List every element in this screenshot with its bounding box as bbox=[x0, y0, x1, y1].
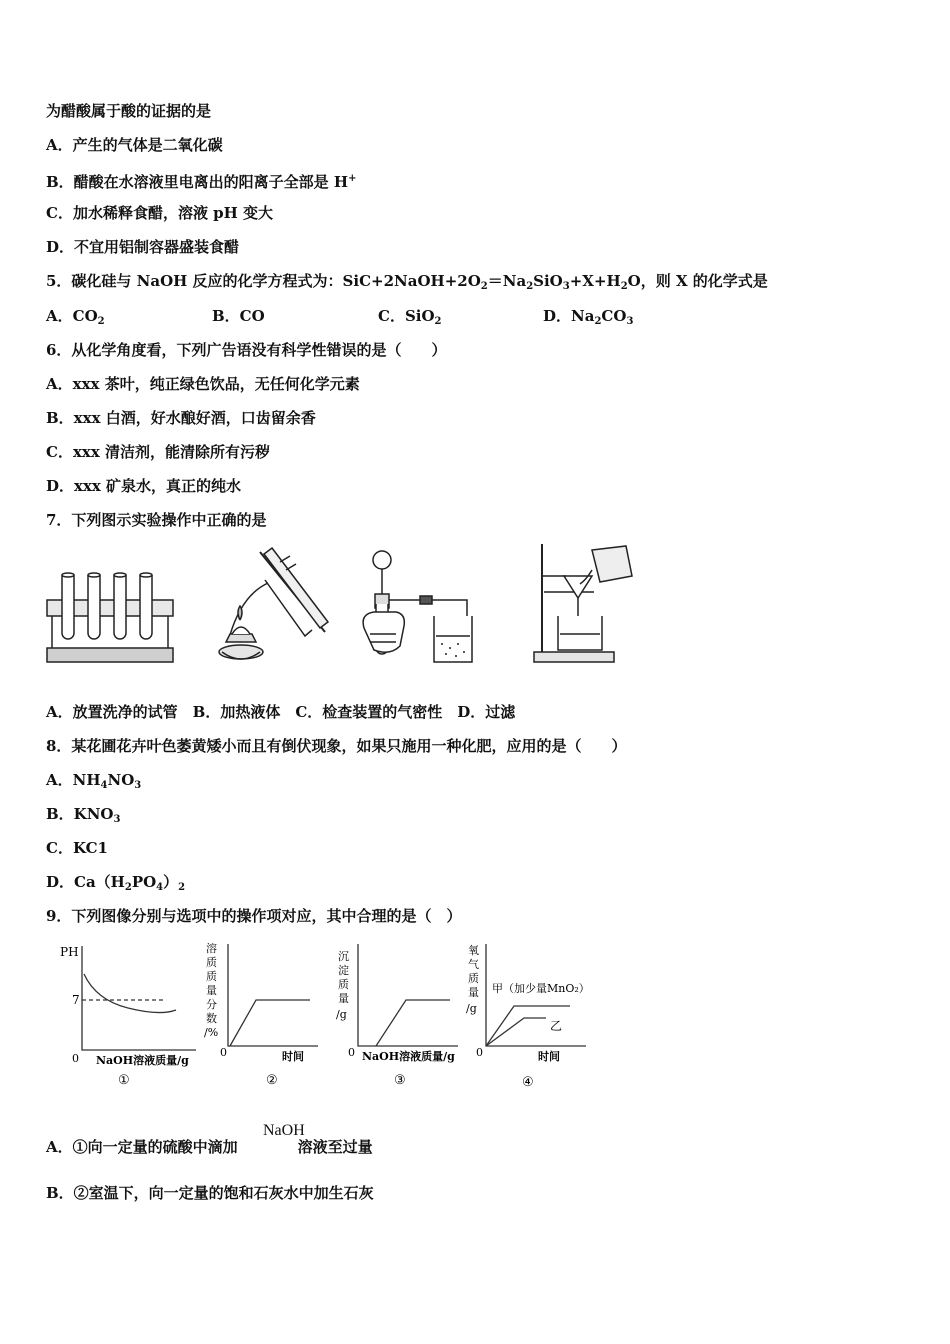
q6-option-b[interactable]: B．xxx 白酒，好水酿好酒，口齿留余香 bbox=[46, 409, 316, 427]
graph2-caption: ② bbox=[266, 1073, 278, 1088]
graph4-origin: 0 bbox=[476, 1046, 483, 1059]
graph4-ylabel: 氧气质量/g bbox=[466, 944, 479, 1015]
q8-option-d[interactable]: D．$Ca(H_2PO_4)_2$ bbox=[46, 873, 186, 893]
q4-option-c[interactable]: C．加水稀释食醋，溶液 pH 变大 bbox=[46, 204, 274, 222]
graph4-series-b-label: 乙 bbox=[550, 1019, 563, 1033]
graph3-origin: 0 bbox=[348, 1046, 355, 1059]
graph3-ylabel: 沉淀质量/g bbox=[336, 950, 349, 1021]
q4-option-d[interactable]: D．不宜用铝制容器盛装食醋 bbox=[46, 238, 240, 256]
q6-option-c[interactable]: C．xxx 清洁剂，能清除所有污秽 bbox=[46, 443, 270, 461]
graph2-xlabel: 时间 bbox=[282, 1050, 304, 1063]
graph1-caption: ① bbox=[118, 1073, 130, 1088]
q8-option-b[interactable]: B．$KNO_3$ bbox=[46, 805, 121, 825]
q9-graph-1 bbox=[56, 938, 206, 1088]
graph3-xlabel: NaOH溶液质量/g bbox=[362, 1050, 455, 1063]
q5-stem: 5．碳化硅与 NaOH 反应的化学方程式为：$SiC+2NaOH+2O_2=Na_2SiO_3+X+H_2O$，则 X 的化学式是 bbox=[46, 272, 768, 292]
q6-stem: 6．从化学角度看，下列广告语没有科学性错误的是（ ） bbox=[46, 341, 447, 359]
q7-options[interactable]: A．放置洗净的试管 B．加热液体 C．检查装置的气密性 D．过滤 bbox=[46, 703, 516, 721]
q8-option-a[interactable]: A．$NH_4NO_3$ bbox=[46, 771, 142, 791]
q7-figure-airtightness-check bbox=[356, 544, 476, 669]
q8-stem: 8．某花圃花卉叶色萎黄矮小而且有倒伏现象，如果只施用一种化肥，应用的是（ ） bbox=[46, 737, 627, 755]
q9-graph-2 bbox=[200, 938, 330, 1088]
q4-option-a[interactable]: A．产生的气体是二氧化碳 bbox=[46, 136, 223, 154]
q5-option-b[interactable]: B．CO bbox=[212, 307, 265, 325]
q6-option-a[interactable]: A．xxx 茶叶，纯正绿色饮品，无任何化学元素 bbox=[46, 375, 360, 393]
q9-graph-3 bbox=[332, 938, 472, 1088]
graph4-series-a-label: 甲（加少量MnO₂） bbox=[492, 982, 590, 995]
q6-option-d[interactable]: D．xxx 矿泉水，真正的纯水 bbox=[46, 477, 242, 495]
q7-figure-filtration bbox=[528, 540, 646, 670]
q7-stem: 7．下列图示实验操作中正确的是 bbox=[46, 511, 267, 529]
q9-option-a[interactable]: A．①向一定量的硫酸中滴加 溶液至过量 bbox=[46, 1138, 373, 1156]
graph2-ylabel: 溶质质量分数/% bbox=[204, 942, 219, 1039]
q7-figure-test-tube-rack bbox=[44, 545, 184, 670]
graph1-tick: 7 bbox=[72, 993, 80, 1007]
q9-stem: 9．下列图像分别与选项中的操作项对应，其中合理的是（ ） bbox=[46, 907, 462, 925]
q5-option-a[interactable]: A．$CO_2$ bbox=[46, 307, 105, 327]
q7-figure-heating-liquid bbox=[210, 540, 335, 670]
series-b-line bbox=[486, 1018, 546, 1046]
q4-option-b[interactable]: B．醋酸在水溶液里电离出的阳离子全部是 H+ bbox=[46, 173, 357, 191]
precipitate-line bbox=[376, 1000, 450, 1046]
ph-curve bbox=[84, 974, 176, 1013]
q5-option-d[interactable]: D．$Na_2CO_3$ bbox=[543, 307, 634, 327]
graph1-xlabel: NaOH溶液质量/g bbox=[96, 1054, 189, 1067]
graph1-origin: 0 bbox=[72, 1052, 79, 1065]
q9-option-a-naoh: NaOH bbox=[263, 1122, 305, 1139]
q5-option-c[interactable]: C．SiO$_2$ bbox=[378, 307, 442, 327]
graph2-origin: 0 bbox=[220, 1046, 227, 1059]
q8-option-c[interactable]: C．KC1 bbox=[46, 839, 108, 857]
graph3-caption: ③ bbox=[394, 1073, 406, 1088]
graph1-ylabel: PH bbox=[60, 945, 79, 959]
q4-stem: 为醋酸属于酸的证据的是 bbox=[46, 102, 212, 120]
q9-graph-4 bbox=[462, 938, 602, 1088]
mass-fraction-line bbox=[230, 1000, 310, 1046]
q9-option-b[interactable]: B．②室温下，向一定量的饱和石灰水中加生石灰 bbox=[46, 1184, 374, 1202]
graph4-xlabel: 时间 bbox=[538, 1050, 560, 1063]
graph4-caption: ④ bbox=[522, 1075, 534, 1088]
